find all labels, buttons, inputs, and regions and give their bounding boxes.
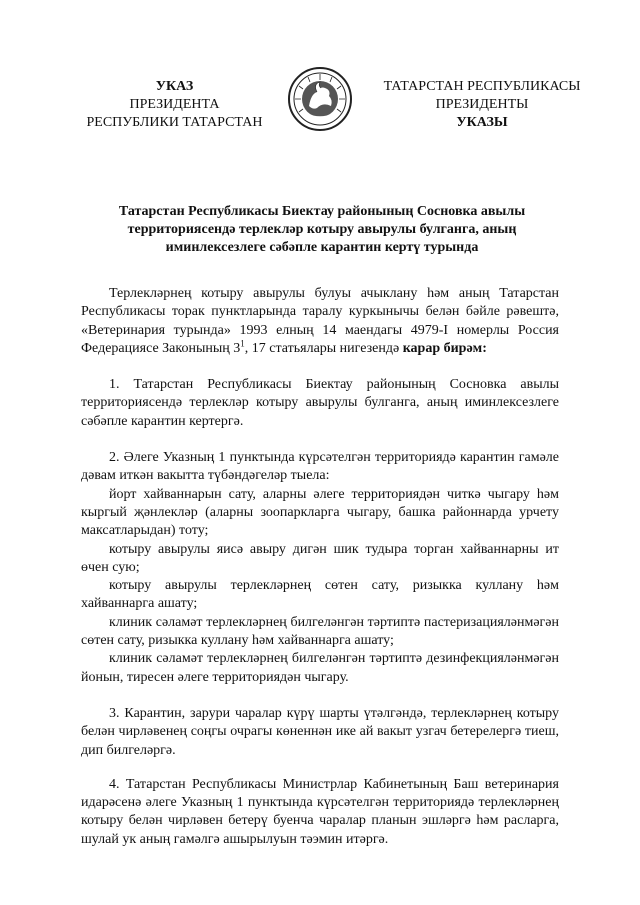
intro-text-b: , 17 статьялары нигезендә <box>244 340 403 356</box>
intro-sup: 1 <box>240 338 245 349</box>
paragraph-2-item-3: котыру авырулы терлекләрнең сөтен сату, ризыкка куллану һәм хайваннарга ашату; <box>81 578 559 612</box>
intro-paragraph <box>81 285 559 358</box>
decree-body <box>81 285 559 849</box>
paragraph-1: 1. Татарстан Республикасы Биектау районының Сосновка авылы территориясендә терлекләр котыру авырулы булганга, аның иминлексезлеге сәбәпле карантин кертергә. <box>81 377 559 429</box>
paragraph-2-item-5: клиник сәламәт терлекләрнең билгеләнгән тәртиптә дезинфекцияләнмәгән йонын, тиресен әлеге территориядән чыгару. <box>81 651 559 685</box>
paragraph-2-item-2: котыру авырулы яисә авыру дигән шик тудыра торган хайваннарны ит өчен сую; <box>81 541 559 575</box>
header-left-line-3: РЕСПУБЛИКИ ТАТАРСТАН <box>86 115 263 130</box>
coat-of-arms-emblem <box>287 66 353 132</box>
title-line-1: Татарстан Республикасы Биектау районының Сосновка авылы <box>118 204 526 219</box>
header-right-line-1: ТАТАРСТАН РЕСПУБЛИКАСЫ <box>383 79 581 94</box>
paragraph-3: 3. Карантин, зарури чаралар күрү шарты үтәлгәндә, терлекләрнең котыру белән чирләвенең соңгы очрагы көненнән ике ай вакыт узгач бетерелергә тиеш, дип билгеләргә. <box>81 705 559 758</box>
paragraph-2-item-4: клиник сәламәт терлекләрнең билгеләнгән тәртиптә пастеризацияләнмәгән сөтен сату, ризыкка куллану һәм хайваннарга ашату; <box>81 614 559 649</box>
header-right-line-2: ПРЕЗИДЕНТЫ <box>435 97 529 112</box>
title-line-2: территориясендә терлекләр котыру авырулы булганга, аның <box>127 222 517 237</box>
header-left <box>72 78 277 132</box>
paragraph-2-lead: 2. Әлеге Указның 1 пунктында күрсәтелгән территориядә карантин гамәле дәвам иткән вакытта түбәндәгеләр тыела: <box>81 450 559 484</box>
intro-text-a: Терлекләрнең котыру авырулы булуы ачыклану һәм аның Татарстан Республикасы торак пунктларында таралу куркынычы белән бәйле рәвештә, «Ветеринария турында» 1993 елның 14 маендагы 4979-I номерлы Россия Федерациясе Законының 3 <box>81 286 559 356</box>
paragraph-2-item-1: йорт хайваннарын сату, аларны әлеге территориядән читкә чыгару һәм кыргый җәнлекләр (аларны зоопаркларга чыгару, башка районнарда урчету максатларыдан) тоту; <box>81 486 559 539</box>
intro-bold: карар бирәм <box>402 340 483 356</box>
title-line-3: иминлексезлеге сәбәпле карантин кертү турында <box>165 240 479 255</box>
intro-end: : <box>482 340 487 356</box>
decree-title <box>92 203 552 257</box>
header-right-line-3: УКАЗЫ <box>456 115 508 130</box>
header-right <box>362 78 602 132</box>
paragraph-4: 4. Татарстан Республикасы Министрлар Кабинетының Баш ветеринария идарәсенә әлеге Указның 1 пунктында күрсәтелгән территориядә терлекләрнең котыру белән чирләвен бетерү буенча чаралар планын эшләргә һәм расларга, шулай ук аның гамәлгә ашырылуын тәэмин итәргә. <box>81 776 559 847</box>
header-left-line-2: ПРЕЗИДЕНТА <box>129 97 220 112</box>
header-left-line-1: УКАЗ <box>155 79 194 94</box>
